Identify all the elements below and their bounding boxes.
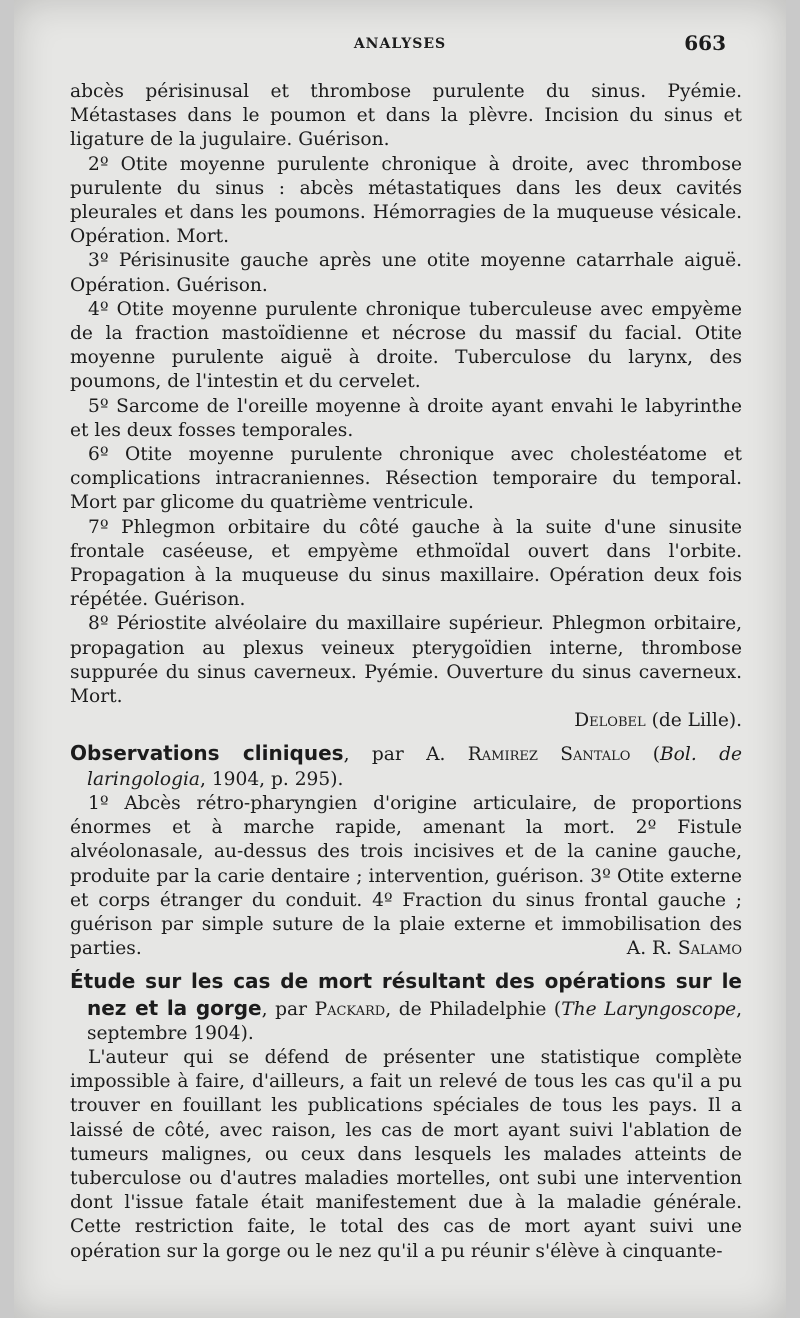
case-4: 4º Otite moyenne purulente chronique tuberculeuse avec empyème de la fraction mastoïdienne et nécrose du massif du facial. Otite moyenne purulente aiguë à droite. Tuberculose du larynx, des poumons, de l'intestin et du cervelet. [70, 298, 742, 393]
running-title: ANALYSES [353, 36, 447, 52]
case-3: 3º Périsinusite gauche après une otite moyenne catarrhale aiguë. Opération. Guérison. [70, 250, 742, 296]
signature-name: Delobel [574, 710, 646, 732]
article-title: Étude sur les cas de mort résultant des opérations sur le nez et la gorge [70, 969, 742, 1020]
article-author: Ramirez Santalo [467, 744, 631, 766]
article-heading: Observations cliniques, par A. Ramirez Santalo (Bol. de laringologia, 1904, p. 295). [70, 741, 742, 790]
case-8: 8º Périostite alvéolaire du maxillaire supérieur. Phlegmon orbitaire, propagation au plexus veineux pterygoïdien interne, thrombose suppurée du sinus caverneux. Pyémie. Ouverture du sinus caverneux. Mort. [70, 613, 742, 708]
page-number: 663 [684, 31, 726, 55]
paragraph-continuation: abcès périsinusal et thrombose purulente du sinus. Pyémie. Métastases dans le poumon et dans la plèvre. Incision du sinus et ligature de la jugulaire. Guérison. [70, 81, 742, 151]
article-author: Packard [314, 998, 386, 1020]
article-source: The Laryngoscope [561, 998, 737, 1020]
article-source: Bol. de laringologia [87, 744, 742, 790]
case-5: 5º Sarcome de l'oreille moyenne à droite ayant envahi le labyrinthe et les deux fosses temporales. [70, 395, 742, 441]
article-body: 1º Abcès rétro-pharyngien d'origine articulaire, de proportions énormes et à marche rapide, amenant la mort. 2º Fistule alvéolonasale, au-dessus des trois incisives et de la canine gauche, produite par la carie dentaire ; intervention, guérison. 3º Otite externe et corps étranger du conduit. 4º Fraction du sinus frontal gauche ; guérison par simple suture de la plaie externe et immobilisation des parties. A. R. Salamo [70, 792, 742, 961]
book-page [14, 0, 786, 1318]
article-title: Observations cliniques [70, 741, 344, 766]
article-etude [70, 969, 742, 1263]
article-heading: Étude sur les cas de mort résultant des opérations sur le nez et la gorge, par Packard, de Philadelphie (The Laryngoscope, septembre 1904). [70, 969, 743, 1044]
article-body: L'auteur qui se défend de présenter une statistique complète impossible à faire, d'ailleurs, a fait un relevé de tous les cas qu'il a pu trouver en fouillant les publications spéciales de tous les pays. Il a laissé de côté, avec raison, les cas de mort ayant suivi l'ablation de tumeurs malignes, ou ceux dans lesquels les malades atteints de tuberculose ou d'autres maladies mortelles, ont subi une intervention dont l'issue fatale était manifestement due à la maladie générale. Cette restriction faite, le total des cas de mort ayant suivi une opération sur la gorge ou le nez qu'il a pu réunir s'élève à cinquante- [70, 1046, 742, 1262]
case-7: 7º Phlegmon orbitaire du côté gauche à la suite d'une sinusite frontale caséeuse, et empyème ethmoïdal ouvert dans l'orbite. Propagation à la muqueuse du sinus maxillaire. Opération deux fois répétée. Guérison. [70, 516, 742, 611]
case-6: 6º Otite moyenne purulente chronique avec cholestéatome et complications intracraniennes. Résection temporaire du temporal. Mort par glicome du quatrième ventricule. [70, 444, 742, 514]
case-2: 2º Otite moyenne purulente chronique à droite, avec thrombose purulente du sinus : abcès métastatiques dans les deux cavités pleurales et dans les poumons. Hémorragies de la muqueuse vésicale. Opération. Mort. [70, 153, 742, 248]
article-observations [70, 741, 742, 961]
signature-delobel [70, 709, 742, 733]
page-content [70, 80, 742, 1264]
page-header [14, 28, 786, 58]
signature-salamo: A. R. Salamo [626, 938, 742, 960]
signature-place: (de Lille). [651, 710, 742, 732]
